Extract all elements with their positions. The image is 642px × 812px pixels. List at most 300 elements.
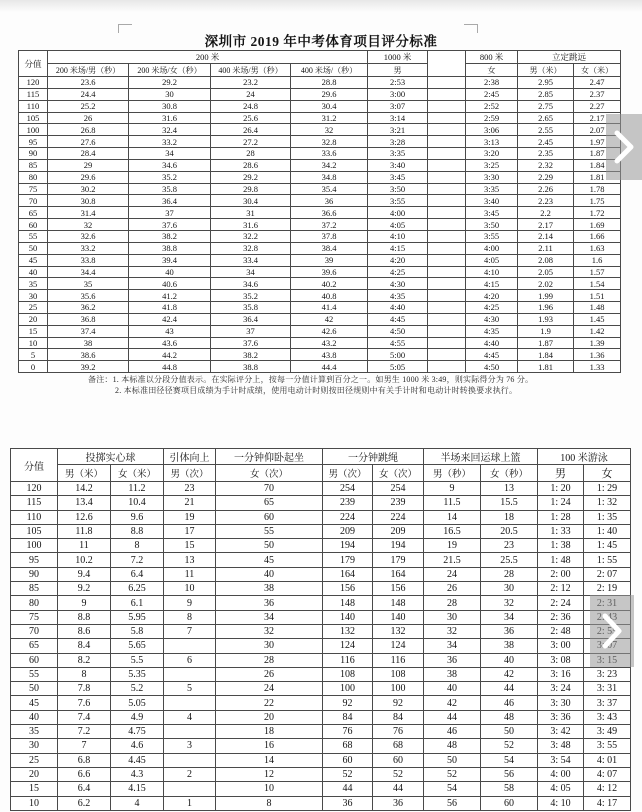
value-cell: 58	[481, 782, 538, 796]
value-cell: 4: 00	[538, 767, 584, 781]
value-cell: 2.27	[574, 100, 621, 112]
value-cell: 30	[481, 582, 538, 596]
table-row	[19, 242, 621, 254]
score-cell: 15	[19, 325, 48, 337]
value-cell: 3:45	[368, 171, 428, 183]
value-cell: 40	[424, 682, 481, 696]
chevron-right-icon	[611, 127, 637, 167]
value-cell: 3: 54	[538, 753, 584, 767]
value-cell: 4	[164, 710, 216, 724]
value-cell: 52	[323, 767, 373, 781]
value-cell: 2.07	[574, 124, 621, 136]
table-row	[19, 219, 621, 231]
value-cell: 194	[323, 539, 373, 553]
value-cell: 32	[291, 124, 368, 136]
value-cell: 42	[291, 313, 368, 325]
value-cell	[428, 77, 466, 89]
value-cell: 13	[164, 553, 216, 567]
score-cell: 25	[19, 302, 48, 314]
score-cell: 40	[11, 710, 58, 724]
table-row	[19, 337, 621, 349]
value-cell: 60	[323, 753, 373, 767]
value-cell: 8.4	[58, 639, 111, 653]
header-swim-female: 女	[584, 465, 631, 482]
value-cell: 65	[216, 496, 323, 510]
value-cell: 44	[481, 682, 538, 696]
table-row	[11, 653, 631, 667]
value-cell: 37.6	[211, 337, 291, 349]
chevron-right-icon	[599, 609, 625, 653]
value-cell: 70	[216, 482, 323, 496]
value-cell: 92	[373, 696, 424, 710]
value-cell: 1: 33	[538, 524, 584, 538]
value-cell: 68	[373, 739, 424, 753]
value-cell: 43	[129, 325, 211, 337]
value-cell: 2.26	[518, 183, 574, 195]
value-cell: 31.4	[48, 207, 129, 219]
value-cell: 4:00	[368, 207, 428, 219]
value-cell: 1: 32	[584, 496, 631, 510]
table-row	[11, 796, 631, 810]
value-cell: 2.17	[518, 219, 574, 231]
value-cell: 25.2	[48, 100, 129, 112]
value-cell: 5.65	[111, 639, 164, 653]
value-cell: 4:45	[466, 349, 518, 361]
value-cell: 1.42	[574, 325, 621, 337]
value-cell: 4:05	[368, 219, 428, 231]
value-cell: 33.2	[48, 242, 129, 254]
value-cell: 44	[424, 710, 481, 724]
score-cell: 95	[11, 553, 58, 567]
table-row	[11, 767, 631, 781]
header-400m-plain: 400 米场/（秒）	[291, 64, 368, 77]
carousel-next-button[interactable]	[606, 114, 642, 180]
value-cell	[164, 639, 216, 653]
value-cell: 7.8	[58, 682, 111, 696]
value-cell: 4:00	[466, 242, 518, 254]
value-cell: 24	[424, 567, 481, 581]
value-cell: 1.51	[574, 290, 621, 302]
value-cell	[428, 278, 466, 290]
score-cell: 70	[19, 195, 48, 207]
value-cell: 38	[48, 337, 129, 349]
value-cell: 108	[373, 667, 424, 681]
value-cell: 2.08	[518, 254, 574, 266]
value-cell: 38	[424, 667, 481, 681]
value-cell: 3: 08	[538, 653, 584, 667]
value-cell: 2:38	[466, 77, 518, 89]
header-score: 分值	[19, 51, 48, 77]
value-cell	[428, 159, 466, 171]
value-cell: 7	[58, 739, 111, 753]
value-cell: 48	[481, 710, 538, 724]
value-cell: 9	[424, 482, 481, 496]
value-cell: 52	[424, 767, 481, 781]
value-cell: 18	[481, 510, 538, 524]
value-cell: 224	[373, 510, 424, 524]
value-cell	[428, 124, 466, 136]
value-cell: 4:40	[466, 337, 518, 349]
value-cell	[428, 254, 466, 266]
value-cell: 29	[48, 159, 129, 171]
value-cell: 2: 24	[538, 596, 584, 610]
value-cell: 3: 30	[538, 696, 584, 710]
value-cell: 29.2	[211, 171, 291, 183]
score-cell: 75	[11, 610, 58, 624]
value-cell: 36	[323, 796, 373, 810]
value-cell: 24	[216, 682, 323, 696]
value-cell: 38.8	[211, 361, 291, 373]
score-cell: 85	[11, 582, 58, 596]
value-cell: 32.8	[291, 136, 368, 148]
value-cell: 5.8	[111, 624, 164, 638]
value-cell: 3: 00	[538, 639, 584, 653]
value-cell: 7.6	[58, 696, 111, 710]
value-cell: 2.95	[518, 77, 574, 89]
value-cell: 4:05	[466, 254, 518, 266]
skill-events-score-table	[10, 448, 631, 811]
value-cell: 124	[323, 639, 373, 653]
value-cell: 35.6	[48, 290, 129, 302]
value-cell: 3:28	[368, 136, 428, 148]
value-cell: 1: 35	[584, 510, 631, 524]
table-row	[19, 349, 621, 361]
value-cell: 36.4	[211, 313, 291, 325]
value-cell: 156	[373, 582, 424, 596]
page-title: 深圳市 2019 年中考体育项目评分标准	[204, 34, 438, 49]
value-cell: 19	[424, 539, 481, 553]
value-cell: 34	[424, 639, 481, 653]
value-cell: 41.4	[291, 302, 368, 314]
value-cell: 44.4	[291, 361, 368, 373]
value-cell: 4: 05	[538, 782, 584, 796]
value-cell: 5.5	[111, 653, 164, 667]
value-cell: 1.99	[518, 290, 574, 302]
header-200m-male: 200 米场/男（秒）	[48, 64, 129, 77]
value-cell: 1.45	[574, 313, 621, 325]
value-cell: 3: 23	[584, 667, 631, 681]
header-long-jump-group: 立定跳远	[518, 51, 621, 64]
value-cell: 45	[216, 553, 323, 567]
value-cell: 40	[481, 653, 538, 667]
footnotes	[88, 374, 628, 396]
value-cell: 38.2	[211, 349, 291, 361]
value-cell: 23	[164, 482, 216, 496]
score-cell: 110	[11, 510, 58, 524]
value-cell	[164, 753, 216, 767]
value-cell: 6.4	[58, 782, 111, 796]
value-cell: 3: 55	[584, 739, 631, 753]
value-cell	[428, 349, 466, 361]
value-cell: 4:15	[466, 278, 518, 290]
score-cell: 85	[19, 159, 48, 171]
value-cell: 42	[481, 667, 538, 681]
value-cell: 37.4	[48, 325, 129, 337]
value-cell: 4.3	[111, 767, 164, 781]
value-cell: 2:59	[466, 112, 518, 124]
value-cell: 31.6	[211, 219, 291, 231]
value-cell: 2.47	[574, 77, 621, 89]
value-cell: 8	[164, 610, 216, 624]
value-cell: 52	[481, 739, 538, 753]
value-cell: 31.6	[129, 112, 211, 124]
score-cell: 35	[11, 725, 58, 739]
value-cell: 26	[48, 112, 129, 124]
value-cell: 30.4	[211, 195, 291, 207]
value-cell: 3:07	[368, 100, 428, 112]
value-cell	[428, 302, 466, 314]
score-cell: 60	[19, 219, 48, 231]
value-cell: 46	[481, 696, 538, 710]
value-cell: 84	[373, 710, 424, 724]
value-cell: 1.63	[574, 242, 621, 254]
value-cell: 108	[323, 667, 373, 681]
value-cell: 39.6	[291, 266, 368, 278]
value-cell: 4:25	[368, 266, 428, 278]
value-cell: 9	[164, 596, 216, 610]
value-cell: 44	[323, 782, 373, 796]
value-cell: 41.8	[129, 302, 211, 314]
score-cell: 80	[11, 596, 58, 610]
value-cell: 44	[373, 782, 424, 796]
value-cell: 3:00	[368, 88, 428, 100]
value-cell: 140	[373, 610, 424, 624]
score-cell: 10	[11, 796, 58, 810]
value-cell	[428, 290, 466, 302]
value-cell: 239	[373, 496, 424, 510]
value-cell: 34.2	[291, 159, 368, 171]
value-cell: 3:30	[466, 171, 518, 183]
value-cell: 2:53	[368, 77, 428, 89]
value-cell: 19	[164, 510, 216, 524]
value-cell: 35.4	[291, 183, 368, 195]
value-cell: 37	[211, 325, 291, 337]
value-cell: 37.2	[291, 219, 368, 231]
value-cell: 13.4	[58, 496, 111, 510]
value-cell: 3:50	[368, 183, 428, 195]
value-cell: 30	[216, 639, 323, 653]
value-cell: 31.2	[291, 112, 368, 124]
value-cell: 1.69	[574, 219, 621, 231]
value-cell: 40.2	[291, 278, 368, 290]
value-cell: 35.8	[211, 302, 291, 314]
value-cell	[428, 219, 466, 231]
value-cell: 5.95	[111, 610, 164, 624]
header-swim-male: 男	[538, 465, 584, 482]
value-cell: 9	[58, 596, 111, 610]
score-cell: 55	[11, 667, 58, 681]
value-cell: 40	[129, 266, 211, 278]
table-row	[19, 325, 621, 337]
table-row	[19, 266, 621, 278]
value-cell: 11	[164, 567, 216, 581]
value-cell: 37.8	[291, 230, 368, 242]
value-cell: 2.14	[518, 230, 574, 242]
value-cell: 100	[323, 682, 373, 696]
value-cell: 3:40	[466, 195, 518, 207]
header-score: 分值	[11, 449, 58, 482]
value-cell: 16	[216, 739, 323, 753]
value-cell	[428, 361, 466, 373]
value-cell: 2.11	[518, 242, 574, 254]
score-cell: 80	[19, 171, 48, 183]
header-200m-group: 200 米	[48, 51, 368, 64]
value-cell: 6.2	[58, 796, 111, 810]
value-cell: 25.6	[211, 112, 291, 124]
score-cell: 70	[11, 624, 58, 638]
value-cell: 26	[216, 667, 323, 681]
value-cell: 34	[129, 148, 211, 160]
carousel-next-button[interactable]	[590, 595, 634, 667]
value-cell: 3:55	[466, 230, 518, 242]
value-cell: 164	[373, 567, 424, 581]
value-cell: 3: 36	[538, 710, 584, 724]
value-cell: 34.6	[211, 278, 291, 290]
table-row	[11, 710, 631, 724]
value-cell: 1.96	[518, 302, 574, 314]
value-cell: 1.78	[574, 183, 621, 195]
value-cell: 10.4	[111, 496, 164, 510]
value-cell: 20.5	[481, 524, 538, 538]
score-cell: 100	[19, 124, 48, 136]
value-cell	[428, 88, 466, 100]
value-cell: 36.6	[291, 207, 368, 219]
table-row	[19, 124, 621, 136]
score-cell: 15	[11, 782, 58, 796]
value-cell: 34.4	[48, 266, 129, 278]
value-cell: 36.4	[129, 195, 211, 207]
value-cell	[164, 782, 216, 796]
score-cell: 10	[19, 337, 48, 349]
value-cell	[164, 667, 216, 681]
value-cell: 31	[211, 207, 291, 219]
footnote-line-2: 2. 本标准田径径赛项目成绩为手计时成绩，使用电动计时则按田径规则中有关手计时和电动计时转换要求执行。	[115, 386, 518, 395]
value-cell	[164, 725, 216, 739]
value-cell: 10	[164, 582, 216, 596]
value-cell: 3:25	[466, 159, 518, 171]
value-cell: 2.29	[518, 171, 574, 183]
value-cell: 5.05	[111, 696, 164, 710]
value-cell: 2.05	[518, 266, 574, 278]
value-cell: 30.8	[129, 100, 211, 112]
score-cell: 55	[19, 230, 48, 242]
value-cell: 34.8	[291, 171, 368, 183]
value-cell: 148	[373, 596, 424, 610]
value-cell: 27.2	[211, 136, 291, 148]
score-cell: 115	[11, 496, 58, 510]
value-cell: 29.2	[129, 77, 211, 89]
value-cell: 3:06	[466, 124, 518, 136]
score-cell: 120	[19, 77, 48, 89]
value-cell: 4:35	[466, 325, 518, 337]
value-cell: 35.2	[129, 171, 211, 183]
score-cell: 30	[11, 739, 58, 753]
table-row	[19, 207, 621, 219]
value-cell: 11	[58, 539, 111, 553]
table-row	[19, 136, 621, 148]
value-cell: 40	[216, 567, 323, 581]
value-cell: 2.32	[518, 159, 574, 171]
value-cell: 48	[424, 739, 481, 753]
value-cell: 6.8	[58, 753, 111, 767]
value-cell: 2.45	[518, 136, 574, 148]
value-cell: 38.6	[48, 349, 129, 361]
value-cell: 10	[216, 782, 323, 796]
value-cell: 209	[323, 524, 373, 538]
score-cell: 90	[19, 148, 48, 160]
value-cell	[164, 696, 216, 710]
value-cell: 40.8	[291, 290, 368, 302]
value-cell: 4:15	[368, 242, 428, 254]
value-cell: 6.25	[111, 582, 164, 596]
score-cell: 105	[19, 112, 48, 124]
value-cell	[428, 207, 466, 219]
header-basketball-male: 男（秒）	[424, 465, 481, 482]
value-cell: 23.6	[48, 77, 129, 89]
value-cell: 3: 42	[538, 725, 584, 739]
value-cell: 38.8	[129, 242, 211, 254]
value-cell: 27.6	[48, 136, 129, 148]
value-cell: 6	[164, 653, 216, 667]
value-cell: 4:45	[368, 313, 428, 325]
value-cell: 32.8	[211, 242, 291, 254]
value-cell: 30	[129, 88, 211, 100]
value-cell: 38	[216, 582, 323, 596]
value-cell: 50	[216, 539, 323, 553]
value-cell: 32.4	[129, 124, 211, 136]
score-cell: 40	[19, 266, 48, 278]
value-cell: 32	[48, 219, 129, 231]
header-basketball-female: 女（秒）	[481, 465, 538, 482]
value-cell: 132	[323, 624, 373, 638]
value-cell: 2	[164, 767, 216, 781]
value-cell: 179	[323, 553, 373, 567]
table-row	[19, 302, 621, 314]
value-cell: 10.2	[58, 553, 111, 567]
value-cell: 54	[481, 753, 538, 767]
value-cell	[428, 195, 466, 207]
header-200m-female: 200 米场/女（秒）	[129, 64, 211, 77]
value-cell: 15.5	[481, 496, 538, 510]
value-cell	[428, 100, 466, 112]
value-cell: 34	[216, 610, 323, 624]
value-cell: 5:00	[368, 349, 428, 361]
value-cell: 60	[481, 796, 538, 810]
value-cell: 3:35	[466, 183, 518, 195]
value-cell: 1.87	[518, 337, 574, 349]
value-cell: 30	[424, 610, 481, 624]
table-row	[19, 159, 621, 171]
value-cell: 40.6	[129, 278, 211, 290]
table-row	[19, 278, 621, 290]
value-cell: 11.2	[111, 482, 164, 496]
value-cell: 34	[211, 266, 291, 278]
value-cell: 3:45	[466, 207, 518, 219]
value-cell: 4.15	[111, 782, 164, 796]
value-cell: 4:10	[368, 230, 428, 242]
value-cell: 3:55	[368, 195, 428, 207]
value-cell: 4.9	[111, 710, 164, 724]
value-cell: 23	[481, 539, 538, 553]
score-cell: 95	[19, 136, 48, 148]
scan-shade	[0, 0, 642, 12]
value-cell: 224	[323, 510, 373, 524]
score-cell: 75	[19, 183, 48, 195]
value-cell: 4:20	[466, 290, 518, 302]
value-cell: 4	[111, 796, 164, 810]
score-cell: 65	[11, 639, 58, 653]
value-cell: 2.55	[518, 124, 574, 136]
